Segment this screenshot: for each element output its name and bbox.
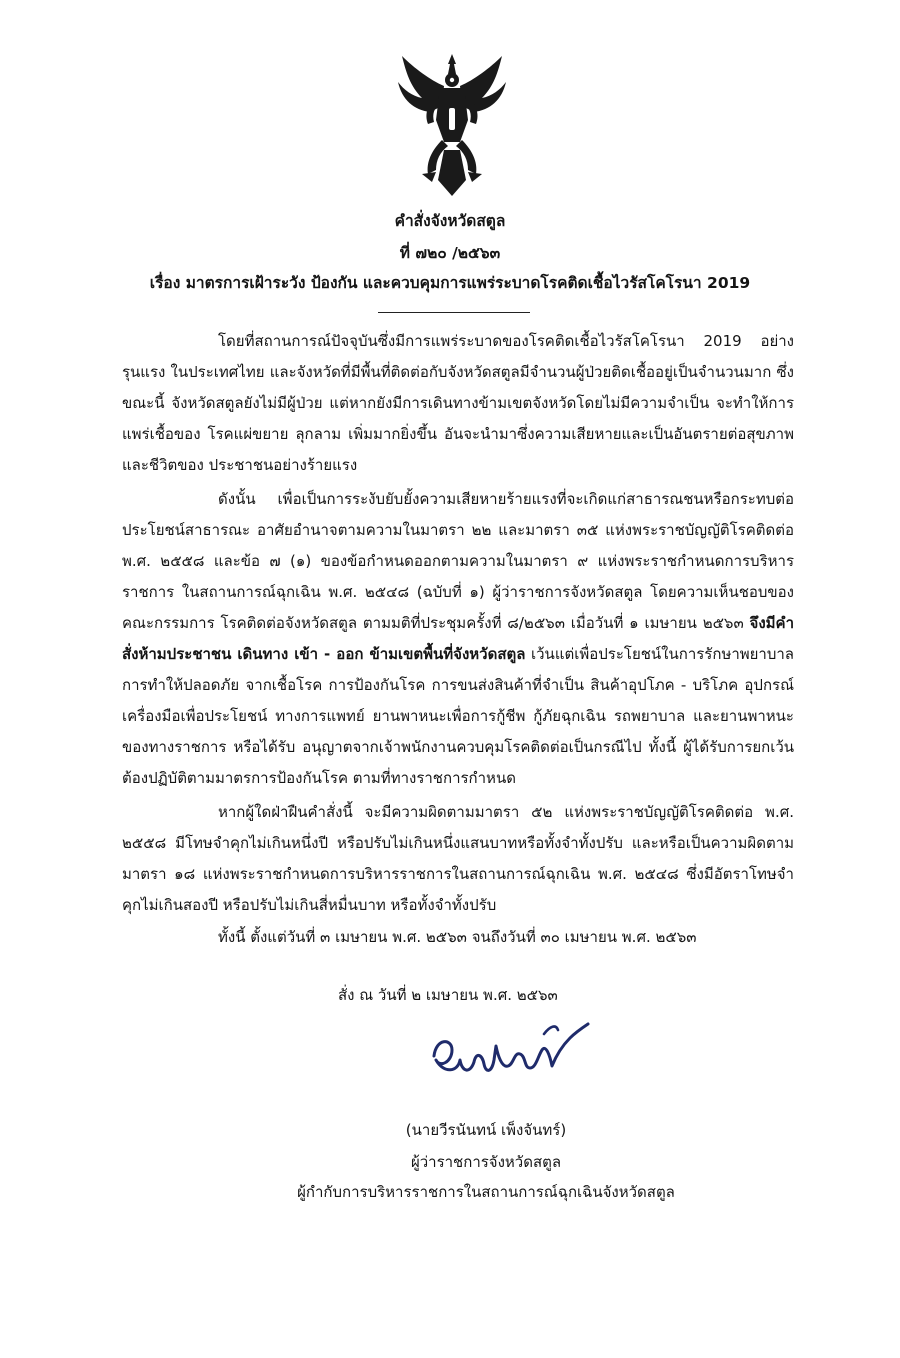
paragraph-order-bold: จึงมีคำสั่งห้ามประชาชน เดินทาง เข้า - ออก ข้ามเขตพื้นที่จังหวัดสตูล bbox=[122, 614, 794, 663]
effective-range: ทั้งนี้ ตั้งแต่วันที่ ๓ เมษายน พ.ศ. ๒๕๖๓ จนถึงวันที่ ๓๐ เมษายน พ.ศ. ๒๕๖๓ bbox=[218, 928, 697, 946]
signer-name: (นายวีรนันทน์ เพ็งจันทร์) bbox=[405, 1121, 567, 1139]
garuda-emblem-icon bbox=[392, 50, 512, 200]
order-subject: เรื่อง มาตรการเฝ้าระวัง ป้องกัน และควบคุมการแพร่ระบาดโรคติดเชื้อไวรัสโคโรนา 2019 bbox=[149, 274, 751, 292]
paragraph-background: โดยที่สถานการณ์ปัจจุบันซึ่งมีการแพร่ระบาดของโรคติดเชื้อไวรัสโคโรนา 2019 อย่างรุนแรง ในประเทศไทย และจังหวัดที่มีพื้นที่ติดต่อกับจังหวัดสตูลมีจำนวนผู้ป่วยติดเชื้ออยู่เป็นจำนวนมาก ซึ่งขณะนี้ จังหวัดสตูลยังไม่มีผู้ป่วย แต่หากยังมีการเดินทางข้ามเขตจังหวัดโดยไม่มีความจำเป็น จะทำให้การแพร่เชื้อของ โรคแผ่ขยาย ลุกลาม เพิ่มมากยิ่งขึ้น อันจะนำมาซึ่งความเสียหายและเป็นอันตรายต่อสุขภาพและชีวิตของ ประชาชนอย่างร้ายแรง bbox=[122, 332, 794, 474]
title-divider bbox=[378, 312, 530, 313]
paragraph-order-intro: ดังนั้น เพื่อเป็นการระงับยับยั้งความเสียหายร้ายแรงที่จะเกิดแก่สาธารณชนหรือกระทบต่อ ประโยชน์สาธารณะ อาศัยอำนาจตามความในมาตรา ๒๒ และมาตรา ๓๕ แห่งพระราชบัญญัติโรคติดต่อ พ.ศ. ๒๕๕๘ และข้อ ๗ (๑) ของข้อกำหนดออกตามความในมาตรา ๙ แห่งพระราชกำหนดการบริหารราชการ ในสถานการณ์ฉุกเฉิน พ.ศ. ๒๕๔๘ (ฉบับที่ ๑) ผู้ว่าราชการจังหวัดสตูล โดยความเห็นชอบของคณะกรรมการ โรคติดต่อจังหวัดสตูล ตามมติที่ประชุมครั้งที่ ๘/๒๕๖๓ เมื่อวันที่ ๑ เมษายน ๒๕๖๓ bbox=[122, 490, 794, 632]
signer-position: ผู้ว่าราชการจังหวัดสตูล bbox=[410, 1153, 562, 1171]
order-title: คำสั่งจังหวัดสตูล bbox=[394, 212, 506, 230]
order-date: สั่ง ณ วันที่ ๒ เมษายน พ.ศ. ๒๕๖๓ bbox=[338, 986, 558, 1004]
paragraph-penalty: หากผู้ใดฝ่าฝืนคำสั่งนี้ จะมีความผิดตามมาตรา ๕๒ แห่งพระราชบัญญัติโรคติดต่อ พ.ศ. ๒๕๕๘ มีโทษจำคุกไม่เกินหนึ่งปี หรือปรับไม่เกินหนึ่งแสนบาทหรือทั้งจำทั้งปรับ และหรือเป็นความผิดตามมาตรา ๑๘ แห่งพระราชกำหนดการบริหารราชการในสถานการณ์ฉุกเฉิน พ.ศ. ๒๕๔๘ ซึ่งมีอัตราโทษจำคุกไม่เกินสองปี หรือปรับไม่เกินสี่หมื่นบาท หรือทั้งจำทั้งปรับ bbox=[122, 803, 794, 914]
order-number: ที่ ๗๒๐ /๒๕๖๓ bbox=[399, 244, 501, 262]
handwritten-signature bbox=[426, 1016, 596, 1088]
paragraph-order bbox=[122, 484, 794, 794]
signer-role: ผู้กำกับการบริหารราชการในสถานการณ์ฉุกเฉินจังหวัดสตูล bbox=[297, 1183, 675, 1201]
paragraph-order-exceptions: เว้นแต่เพื่อประโยชน์ในการรักษาพยาบาล การทำให้ปลอดภัย จากเชื้อโรค การป้องกันโรค การขนส่งสินค้าที่จำเป็น สินค้าอุปโภค - บริโภค อุปกรณ์เครื่องมือเพื่อประโยชน์ ทางการแพทย์ ยานพาหนะเพื่อการกู้ชีพ กู้ภัยฉุกเฉิน รถพยาบาล และยานพาหนะของทางราชการ หรือได้รับ อนุญาตจากเจ้าพนักงานควบคุมโรคติดต่อเป็นกรณีไป ทั้งนี้ ผู้ได้รับการยกเว้นต้องปฏิบัติตามมาตรการป้องกันโรค ตามที่ทางราชการกำหนด bbox=[122, 645, 794, 787]
